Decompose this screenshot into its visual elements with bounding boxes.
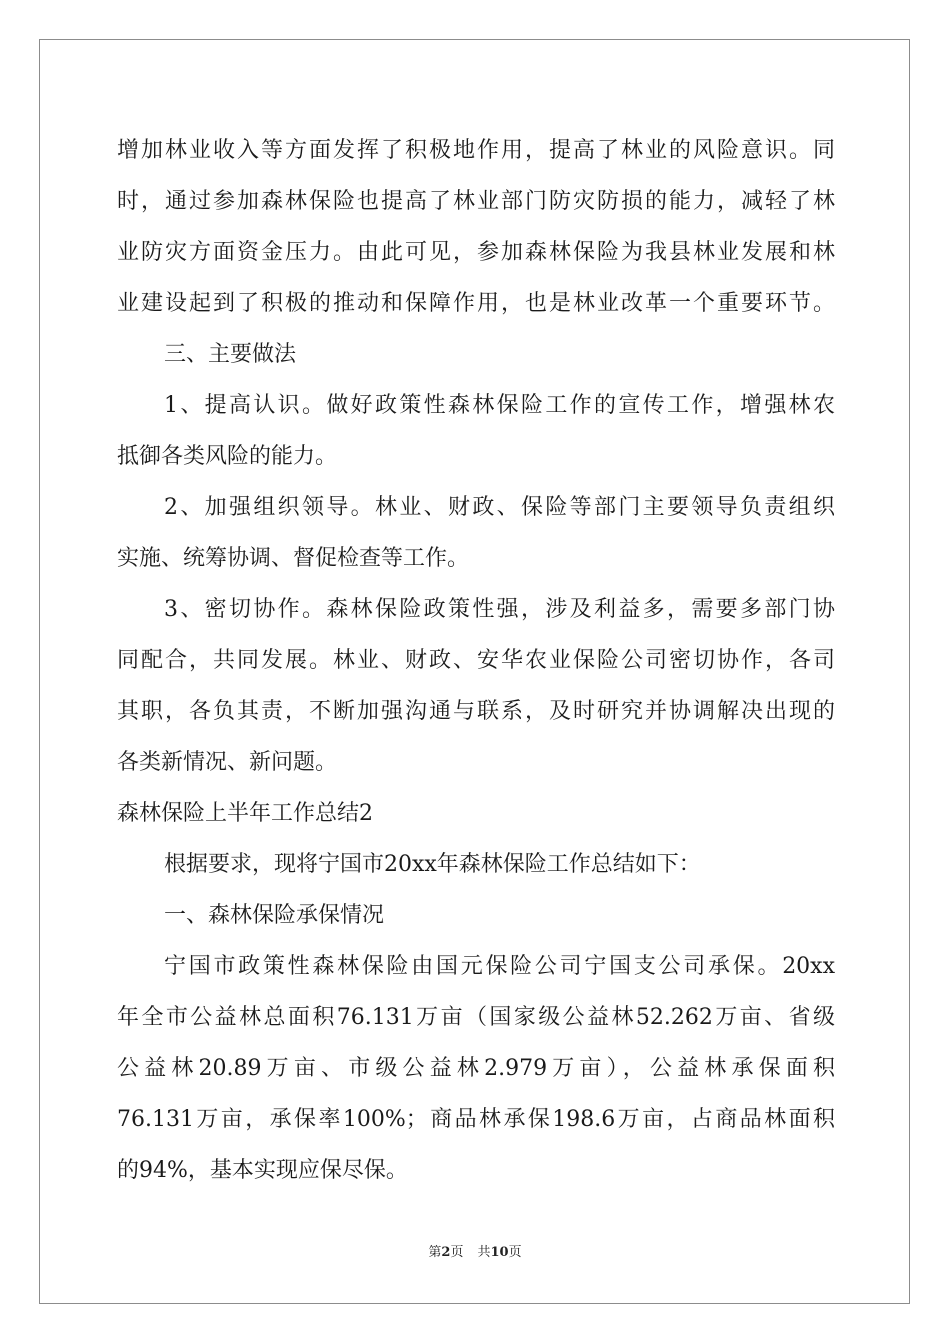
section-heading: 三、主要做法 (164, 342, 297, 367)
body-line: 实施、统筹协调、督促检查等工作。 (117, 546, 470, 571)
footer-total-prefix: 共 (477, 1245, 491, 1260)
body-line: 公益林20.89万亩、市级公益林2.979万亩），公益林承保面积 (117, 1056, 835, 1081)
body-line: 2、加强组织领导。林业、财政、保险等部门主要领导负责组织 (164, 495, 835, 520)
document-title: 森林保险上半年工作总结2 (117, 801, 373, 826)
footer-page-unit: 页 (450, 1245, 464, 1260)
section-heading: 一、森林保险承保情况 (164, 903, 385, 928)
body-line: 同配合，共同发展。林业、财政、安华农业保险公司密切协作，各司 (117, 648, 835, 673)
page-footer (0, 1243, 950, 1263)
body-line: 根据要求，现将宁国市20xx年森林保险工作总结如下： (164, 852, 701, 877)
document-body (117, 128, 835, 1199)
body-line: 业建设起到了积极的推动和保障作用，也是林业改革一个重要环节。 (117, 291, 835, 316)
body-line: 3、密切协作。森林保险政策性强，涉及利益多，需要多部门协 (164, 597, 835, 622)
body-line: 宁国市政策性森林保险由国元保险公司宁国支公司承保。20xx (164, 954, 835, 979)
footer-total-unit: 页 (508, 1245, 522, 1260)
body-line: 抵御各类风险的能力。 (117, 444, 338, 469)
body-line: 增加林业收入等方面发挥了积极地作用，提高了林业的风险意识。同 (117, 138, 835, 163)
body-line: 1、提高认识。做好政策性森林保险工作的宣传工作，增强林农 (164, 393, 835, 418)
body-line: 时，通过参加森林保险也提高了林业部门防灾防损的能力，减轻了林 (117, 189, 835, 214)
body-line: 76.131万亩，承保率100%；商品林承保198.6万亩，占商品林面积 (117, 1107, 835, 1132)
body-line: 各类新情况、新问题。 (117, 750, 338, 775)
footer-prefix: 第 (428, 1245, 442, 1260)
body-line: 年全市公益林总面积76.131万亩（国家级公益林52.262万亩、省级 (117, 1005, 835, 1030)
body-line: 的94%，基本实现应保尽保。 (117, 1158, 408, 1183)
footer-total-pages: 10 (490, 1245, 509, 1260)
body-line: 其职，各负其责，不断加强沟通与联系，及时研究并协调解决出现的 (117, 699, 835, 724)
body-line: 业防灾方面资金压力。由此可见，参加森林保险为我县林业发展和林 (117, 240, 835, 265)
footer-page-number: 2 (441, 1245, 451, 1260)
